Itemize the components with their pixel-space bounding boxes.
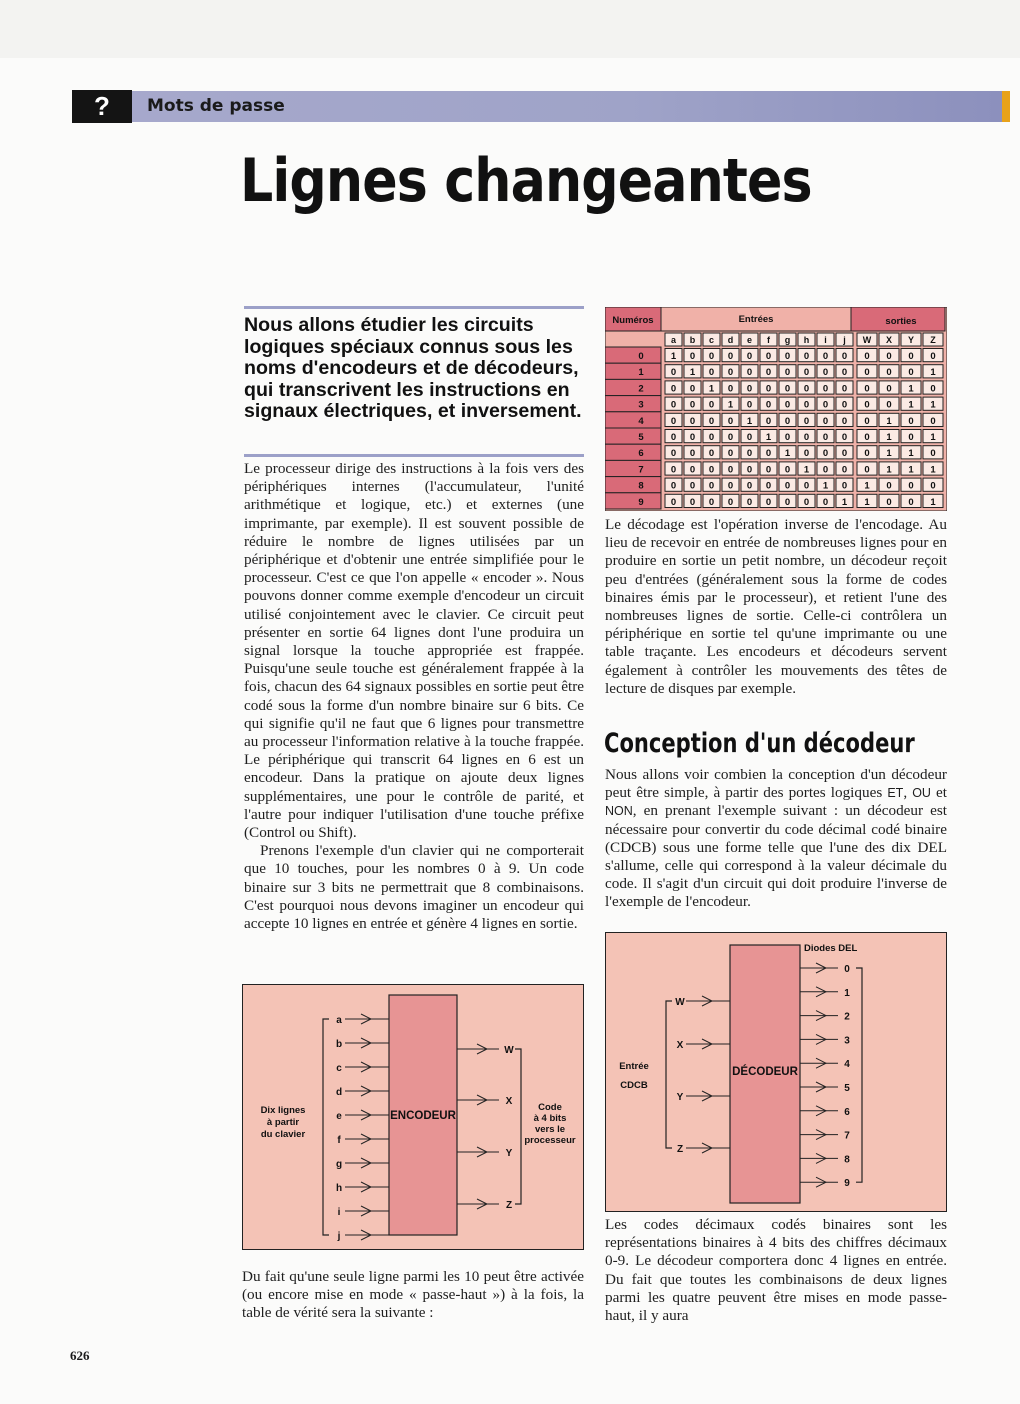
input-value: 0 — [689, 496, 696, 508]
left-label-line: Dix lignes — [260, 1105, 306, 1116]
output-label: W — [504, 1045, 514, 1056]
decoder-diagram — [605, 932, 947, 1212]
output-value: 0 — [886, 383, 892, 395]
input-col-label: j — [843, 335, 846, 345]
output-value: 1 — [930, 367, 936, 379]
row-number: 8 — [638, 480, 644, 492]
input-value: 0 — [670, 448, 677, 460]
input-value: 0 — [670, 464, 677, 476]
input-value: 0 — [746, 399, 753, 411]
output-col-label: W — [862, 335, 872, 345]
input-value: 0 — [765, 496, 772, 508]
output-value: 0 — [930, 415, 936, 427]
output-label: 0 — [844, 964, 850, 975]
input-value: 0 — [708, 480, 715, 492]
row-number-cell — [605, 379, 661, 395]
input-value: 0 — [784, 399, 791, 411]
output-value: 0 — [908, 415, 914, 427]
top-label: Diodes DEL — [804, 943, 858, 954]
input-value: 0 — [727, 480, 734, 492]
lead-paragraph: Nous allons étudier les circuits logiques spéciaux connus sous les noms d'encodeurs et de décodeurs, qui transcrivent les instructions en signaux électriques, et inversement. — [244, 314, 582, 422]
row-number: 6 — [638, 448, 644, 460]
input-value: 0 — [746, 432, 753, 443]
input-col-label: a — [670, 335, 677, 345]
row-number: 0 — [638, 351, 644, 362]
row-number-cell — [605, 493, 661, 509]
input-value: 0 — [841, 383, 848, 395]
input-label: X — [676, 1040, 684, 1051]
output-value: 0 — [886, 496, 892, 508]
output-value: 0 — [864, 399, 870, 411]
input-value: 0 — [689, 464, 696, 476]
gate-ou: OU — [912, 786, 931, 801]
output-value: 1 — [886, 432, 892, 443]
input-col-label: h — [803, 335, 810, 345]
input-label: a — [336, 1015, 342, 1026]
input-value: 0 — [670, 432, 677, 443]
output-bracket — [515, 1049, 521, 1204]
input-value: 0 — [746, 448, 753, 460]
text-run: , en prenant l'exemple suivant : un décodeur est nécessaire pour convertir du code décimal codé binaire (CDCB) sous une forme telle que l'une des dix DEL s'allume, celle qui correspond à la valeur décimale du code. Il s'agit d'un circuit qui doit produire l'inverse de l'exemple de l'encodeur. — [605, 802, 947, 911]
output-value: 0 — [930, 383, 936, 395]
input-value: 0 — [803, 480, 810, 492]
row-number: 2 — [638, 383, 644, 395]
input-value: 0 — [803, 432, 810, 443]
row-number: 4 — [638, 415, 644, 427]
gate-et: ET — [887, 786, 904, 801]
input-value: 0 — [822, 367, 829, 379]
output-value: 0 — [886, 480, 892, 492]
input-label: j — [337, 1231, 341, 1242]
output-value: 0 — [886, 367, 892, 379]
output-value: 0 — [908, 351, 914, 362]
input-value: 0 — [822, 432, 829, 443]
output-col-label: X — [885, 335, 893, 345]
row-number-cell — [605, 444, 661, 460]
output-value: 0 — [886, 399, 892, 411]
input-value: 0 — [708, 367, 715, 379]
input-bracket — [323, 1019, 329, 1235]
input-value: 0 — [841, 415, 848, 427]
truth-table-svg — [605, 307, 947, 511]
output-value: 1 — [908, 383, 914, 395]
numeros-header: Numéros — [612, 315, 654, 326]
input-value: 1 — [670, 351, 677, 362]
top-margin — [0, 0, 1020, 58]
input-value: 0 — [727, 351, 734, 362]
input-value: 0 — [784, 480, 791, 492]
row-number: 3 — [638, 399, 644, 411]
input-value: 0 — [765, 367, 772, 379]
input-value: 0 — [670, 383, 677, 395]
input-value: 0 — [727, 432, 734, 443]
output-value: 1 — [886, 415, 892, 427]
output-value: 0 — [864, 383, 870, 395]
row-number: 7 — [638, 464, 644, 476]
input-value: 0 — [803, 383, 810, 395]
input-label: h — [335, 1183, 343, 1194]
lead-rule-top — [244, 306, 584, 309]
input-label: Y — [676, 1092, 684, 1103]
output-value: 0 — [908, 496, 914, 508]
input-value: 1 — [727, 399, 734, 411]
input-label: c — [336, 1063, 342, 1074]
input-label: b — [335, 1039, 343, 1050]
output-value: 0 — [930, 351, 936, 362]
input-value: 0 — [689, 480, 696, 492]
gate-non: NON — [605, 804, 633, 819]
input-value: 0 — [803, 351, 810, 362]
input-value: 0 — [765, 415, 772, 427]
output-value: 1 — [908, 448, 914, 460]
input-label: W — [675, 997, 685, 1008]
input-value: 0 — [841, 480, 848, 492]
output-value: 1 — [908, 399, 914, 411]
row-number-cell — [605, 363, 661, 379]
input-value: 0 — [765, 448, 772, 460]
output-value: 1 — [930, 464, 936, 476]
encoder-box-label: ENCODEUR — [390, 1110, 456, 1122]
right-label-line: vers le — [534, 1124, 566, 1135]
output-value: 1 — [908, 464, 914, 476]
input-value: 0 — [841, 464, 848, 476]
input-value: 1 — [841, 496, 848, 508]
input-col-label: b — [689, 335, 696, 345]
input-value: 0 — [689, 415, 696, 427]
input-value: 0 — [803, 496, 810, 508]
output-value: 1 — [886, 464, 892, 476]
input-value: 0 — [689, 351, 696, 362]
output-label: 8 — [844, 1154, 850, 1166]
input-value: 1 — [784, 448, 791, 460]
input-value: 0 — [708, 496, 715, 508]
row-number-cell — [605, 428, 661, 444]
input-value: 0 — [822, 351, 829, 362]
input-value: 0 — [670, 496, 677, 508]
input-value: 0 — [822, 415, 829, 427]
left-label-line: CDCB — [620, 1080, 648, 1091]
output-bracket — [856, 968, 862, 1182]
input-value: 0 — [841, 448, 848, 460]
column2-text — [605, 516, 947, 698]
input-value: 0 — [765, 399, 772, 411]
output-value: 0 — [864, 464, 870, 476]
input-label: Z — [676, 1144, 684, 1155]
input-value: 0 — [822, 399, 829, 411]
paragraph — [605, 766, 947, 912]
row-number: 1 — [638, 367, 644, 379]
input-value: 0 — [727, 383, 734, 395]
output-label: Y — [505, 1148, 513, 1159]
row-number-cell — [605, 460, 661, 476]
input-value: 0 — [708, 448, 715, 460]
row-number-cell — [605, 347, 661, 363]
input-col-label: f — [767, 335, 770, 345]
left-label-line: Entrée — [619, 1061, 649, 1072]
paragraph: Du fait qu'une seule ligne parmi les 10 peut être activée (ou encore mise en mode « passe-haut ») à la fois, la table de vérité sera la suivante : — [242, 1268, 584, 1322]
output-value: 0 — [930, 448, 936, 460]
right-label-line: processeur — [524, 1135, 576, 1146]
output-value: 0 — [908, 367, 914, 379]
input-value: 0 — [670, 399, 677, 411]
column2-text-bottom — [605, 1216, 947, 1325]
output-value: 0 — [930, 480, 936, 492]
row-number: 5 — [638, 432, 644, 443]
output-label: 4 — [844, 1059, 850, 1071]
column1-text-bottom — [242, 1268, 584, 1323]
output-value: 0 — [908, 432, 914, 443]
output-label: X — [505, 1096, 513, 1107]
output-col-label: Y — [907, 335, 915, 345]
input-col-label: g — [784, 335, 791, 345]
input-value: 0 — [803, 399, 810, 411]
input-value: 0 — [784, 367, 791, 379]
input-value: 0 — [708, 351, 715, 362]
input-value: 0 — [746, 351, 753, 362]
output-label: 1 — [844, 987, 850, 999]
output-value: 0 — [864, 415, 870, 427]
right-label-line: à 4 bits — [533, 1113, 567, 1124]
input-value: 0 — [727, 496, 734, 508]
output-label: 2 — [844, 1011, 850, 1023]
paragraph: Les codes décimaux codés binaires sont les représentations binaires à 4 bits des chiffres décimaux 0-9. Le décodeur comportera donc 4 lignes en entrée. Du fait que toutes les combinaisons de deux lignes parmi les quatre peuvent être mises en mode passe-haut, il y aura — [605, 1216, 947, 1325]
paragraph: Le processeur dirige des instructions à la fois vers des périphériques internes (l'accumulateur, l'unité arithmétique et logique, etc.) et externes (une imprimante, par exemple). Il est souvent possible de réduire le nombre de lignes utilisées par un périphérique et d'obtenir une entrée simplifiée pour le processeur. C'est ce que l'on appelle « encoder ». Nous pouvons donner comme exemple d'encodeur un circuit utilisé conjointement avec le clavier. Ce circuit peut présenter en sortie 64 lignes dont l'une produira un signal lorsque la touche appropriée est frappée. Puisqu'une seule touche est généralement frappée à la fois, chacun des 64 signaux possibles en sortie peut être codé sous la forme d'un nombre binaire sur 6 bits. Ce qui signifie qu'il ne faut que 6 lignes pour transmettre au processeur l'information relative à la touche frappée. Le périphérique qui transcrit 64 lignes en 6 est un encodeur. Dans la pratique on ajoute deux lignes supplémentaires, une pour le contrôle de parité, et l'autre pour indiquer l'utilisation d'une touche préfixe (Control ou Shift). — [244, 460, 584, 842]
input-value: 0 — [727, 367, 734, 379]
input-value: 0 — [708, 464, 715, 476]
input-col-label: e — [746, 335, 753, 345]
input-value: 0 — [708, 399, 715, 411]
input-value: 0 — [841, 367, 848, 379]
text-run: , — [903, 784, 913, 802]
output-value: 1 — [930, 432, 936, 443]
section-label: Mots de passe — [147, 96, 285, 116]
decoder-box-label: DÉCODEUR — [732, 1066, 798, 1078]
input-value: 0 — [822, 383, 829, 395]
sorties-header: sorties — [885, 316, 917, 327]
right-label-line: Code — [538, 1102, 562, 1113]
encoder-diagram — [242, 984, 584, 1250]
truth-table — [605, 307, 947, 511]
input-label: d — [335, 1087, 343, 1098]
input-value: 0 — [784, 415, 791, 427]
text-run: et — [930, 784, 947, 802]
output-value: 0 — [886, 351, 892, 362]
question-badge: ? — [72, 90, 132, 123]
output-label: 5 — [844, 1083, 850, 1094]
output-label: 7 — [844, 1130, 850, 1142]
input-value: 0 — [689, 432, 696, 443]
column2-text-mid — [605, 766, 947, 912]
output-label: 6 — [844, 1106, 850, 1118]
paragraph: Prenons l'exemple d'un clavier qui ne comporterait que 10 touches, pour les nombres 0 à 9. Un code binaire sur 3 bits ne permettrait que 8 combinaisons. C'est pourquoi nous devons imaginer un encodeur qui accepte 10 lignes en entrée et génère 4 lignes en sortie. — [244, 842, 584, 933]
input-value: 0 — [670, 367, 677, 379]
input-value: 0 — [746, 464, 753, 476]
input-bracket — [666, 1001, 672, 1148]
input-value: 0 — [784, 351, 791, 362]
input-value: 0 — [803, 415, 810, 427]
output-value: 0 — [864, 448, 870, 460]
input-value: 0 — [727, 415, 734, 427]
input-value: 0 — [765, 480, 772, 492]
input-col-label: d — [727, 335, 734, 345]
input-value: 0 — [727, 448, 734, 460]
input-value: 0 — [708, 415, 715, 427]
input-label: i — [337, 1207, 341, 1218]
input-value: 0 — [822, 464, 829, 476]
input-value: 0 — [746, 367, 753, 379]
row-number-cell — [605, 477, 661, 493]
input-value: 0 — [689, 383, 696, 395]
paragraph: Le décodage est l'opération inverse de l'encodage. Au lieu de recevoir en entrée de nombreuses lignes pour en produire en sortie un petit nombre, un décodeur reçoit peu d'entrées (généralement sous la forme de codes binaires émis par le processeur), et retient l'une des nombreuses lignes de sortie. Celle-ci contrôlera un périphérique en sortie tel qu'une imprimante ou une table traçante. Les encodeurs et décodeurs servent également à contrôler les mouvements des têtes de lecture de disques par exemple. — [605, 516, 947, 697]
input-col-label: i — [824, 335, 827, 345]
output-label: 3 — [844, 1035, 850, 1047]
input-value: 0 — [746, 496, 753, 508]
encoder-diagram-svg — [243, 985, 583, 1249]
input-value: 0 — [727, 464, 734, 476]
input-label: f — [337, 1135, 341, 1146]
input-value: 0 — [708, 432, 715, 443]
input-value: 0 — [784, 383, 791, 395]
left-label-line: à partir — [266, 1117, 300, 1128]
input-value: 0 — [765, 383, 772, 395]
output-value: 0 — [908, 480, 914, 492]
header-accent — [1002, 91, 1010, 122]
input-value: 0 — [689, 399, 696, 411]
input-value: 1 — [689, 367, 696, 379]
column1-text — [244, 460, 584, 933]
output-value: 0 — [864, 367, 870, 379]
input-value: 1 — [822, 480, 829, 492]
lead-rule-bottom — [244, 454, 584, 457]
output-value: 1 — [930, 399, 936, 411]
input-value: 0 — [746, 480, 753, 492]
subheading: Conception d'un décodeur — [604, 728, 915, 759]
output-value: 1 — [886, 448, 892, 460]
row-number: 9 — [638, 496, 644, 508]
input-value: 1 — [765, 432, 772, 443]
output-value: 1 — [864, 480, 870, 492]
input-value: 0 — [765, 464, 772, 476]
input-value: 0 — [784, 464, 791, 476]
output-value: 1 — [930, 496, 936, 508]
row-number-cell — [605, 412, 661, 428]
input-value: 1 — [708, 383, 715, 395]
entrees-header: Entrées — [738, 314, 774, 325]
input-col-label: c — [708, 335, 715, 345]
input-value: 0 — [841, 351, 848, 362]
input-value: 0 — [784, 496, 791, 508]
input-value: 0 — [689, 448, 696, 460]
output-value: 1 — [864, 496, 870, 508]
row-number-cell — [605, 396, 661, 412]
input-value: 0 — [822, 448, 829, 460]
input-value: 0 — [803, 448, 810, 460]
input-value: 0 — [784, 432, 791, 443]
left-label-line: du clavier — [260, 1129, 306, 1140]
input-value: 0 — [670, 480, 677, 492]
page-title: Lignes changeantes — [240, 146, 812, 216]
input-value: 0 — [746, 383, 753, 395]
input-value: 0 — [822, 496, 829, 508]
output-label: Z — [505, 1200, 513, 1211]
input-value: 1 — [746, 415, 753, 427]
input-value: 0 — [841, 432, 848, 443]
output-label: 9 — [844, 1178, 850, 1190]
input-value: 0 — [841, 399, 848, 411]
text-run: Nous allons voir combien la conception d'un décodeur peut être simple, à partir des portes logiques — [605, 766, 947, 802]
input-label: e — [336, 1111, 342, 1122]
output-col-label: Z — [930, 335, 936, 345]
output-value: 0 — [864, 351, 870, 362]
input-value: 0 — [670, 415, 677, 427]
input-value: 1 — [803, 464, 810, 476]
decoder-diagram-svg — [606, 933, 946, 1211]
output-value: 0 — [864, 432, 870, 443]
page-number: 626 — [70, 1348, 90, 1363]
input-label: g — [335, 1159, 343, 1170]
input-value: 0 — [803, 367, 810, 379]
input-value: 0 — [765, 351, 772, 362]
